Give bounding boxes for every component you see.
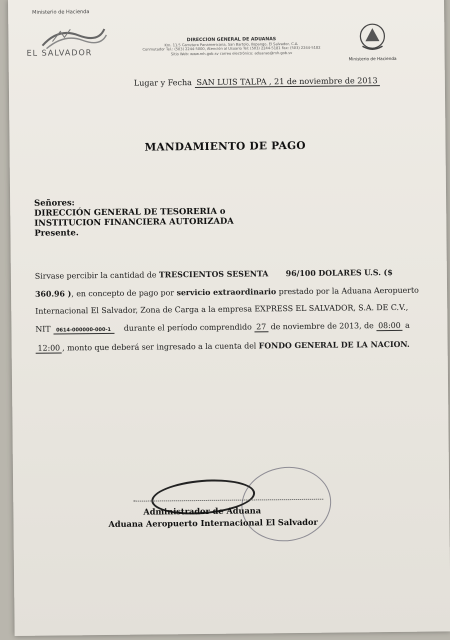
- time-to: 12:00: [36, 343, 63, 353]
- payment-concept: servicio extraordinario: [176, 286, 277, 297]
- time-from: 08:00: [376, 320, 403, 330]
- recipient-line: DIRECCIÓN GENERAL DE TESORERIA o: [34, 205, 226, 218]
- agency-header: [126, 37, 336, 57]
- signer-title: Administrador de Aduana: [143, 505, 262, 517]
- logo-text: EL SALVADOR: [26, 48, 93, 58]
- body-text: prestado por la Aduana Aeropuerto Internacional El Salvador, Zona de Carga a la empresa: [35, 285, 419, 316]
- recipient-line: INSTITUCION FINANCIERA AUTORIZADA: [34, 215, 234, 228]
- salutation-block: [34, 196, 234, 238]
- place-date-label: Lugar y Fecha: [133, 78, 192, 88]
- body-text: , en concepto de pago por: [71, 287, 175, 298]
- coat-of-arms-icon: [358, 22, 386, 54]
- document-title: MANDAMIENTO DE PAGO: [144, 139, 306, 154]
- amount-words: TRESCIENTOS SESENTA: [158, 269, 269, 280]
- period-day: 27: [254, 322, 268, 332]
- fund-name: FONDO GENERAL DE LA NACION.: [258, 339, 410, 351]
- agency-title: DIRECCION GENERAL DE ADUANAS: [186, 37, 277, 44]
- agency-address-line: Km. 11.5 Carretera Panamericana, San Bartolo, Ilopango, El Salvador, C.A.: [164, 41, 299, 48]
- place-date: [134, 76, 380, 88]
- signer-office: Aduana Aeropuerto Internacional El Salvador: [108, 516, 318, 529]
- place-date-value: SAN LUIS TALPA , 21 de noviembre de 2013: [194, 76, 379, 88]
- ministry-small-text: Ministerio de Hacienda: [32, 9, 90, 16]
- presente-line: Presente.: [34, 227, 79, 238]
- body-text: de noviembre de 2013, de: [270, 320, 374, 331]
- nit-value: 0614-000000-000-1: [53, 326, 114, 334]
- payment-order-body: [35, 264, 421, 358]
- body-text: a: [405, 320, 410, 330]
- agency-web-line: Sitio Web: www.mh.gob.sv correo electrónico: aduanas@mh.gob.sv: [170, 50, 293, 57]
- official-stamp: [236, 461, 336, 548]
- body-text: durante el período comprendido: [123, 321, 252, 333]
- salutation-line: Señores:: [34, 197, 75, 208]
- seal-label: Ministerio de Hacienda: [348, 55, 397, 62]
- document-page: [8, 0, 450, 636]
- body-text: Sirvase percibir la cantidad de: [34, 270, 157, 281]
- amount-cents: 96/100 DOLARES: [285, 268, 362, 279]
- agency-phone-line: Conmutador Tel.: (503) 2244-5000, Atención al Usuario Tel: (503) 2244-5181 Fax: (503) 2244-5182: [142, 46, 321, 52]
- body-text: , monto que deberá ser ingresado a la cuenta del: [62, 341, 257, 353]
- amount-number: U.S. ($ 360.96 ): [35, 267, 393, 299]
- el-salvador-logo-icon: [38, 21, 108, 52]
- company-name: EXPRESS EL SALVADOR, S.A. DE C.V., NIT: [35, 302, 409, 334]
